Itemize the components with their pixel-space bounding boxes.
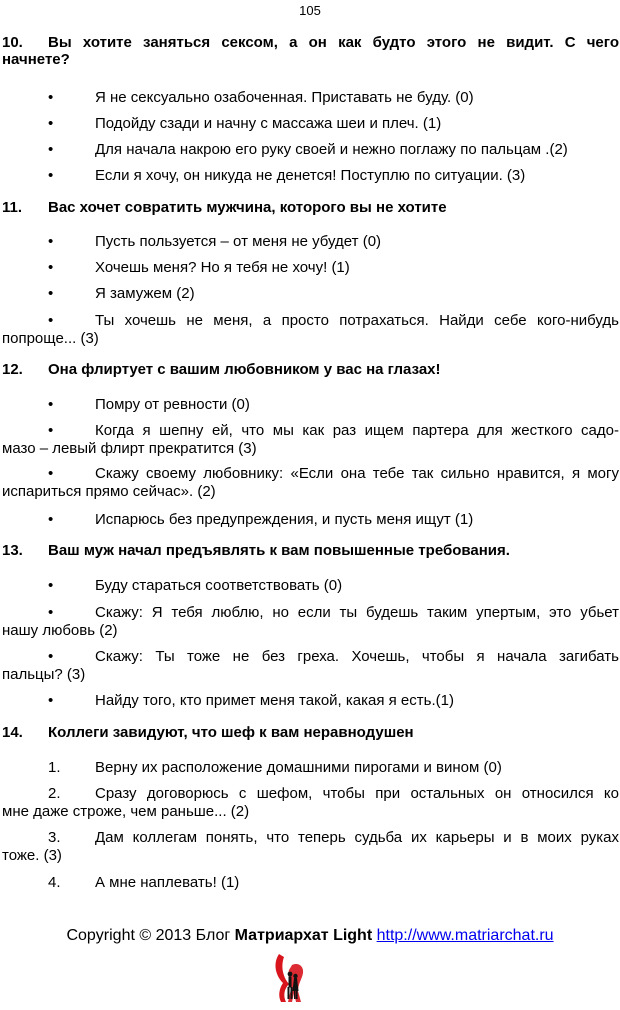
answer-text-line2: мне даже строже, чем раньше... (2) [2, 803, 250, 820]
answer-text-line2: попроще... (3) [2, 330, 99, 347]
answer-text-line1: Скажу: Я тебя люблю, но если ты будешь таким упертым, это убьет [95, 604, 619, 621]
answer-item [2, 785, 619, 821]
answer-text: Буду стараться соответствовать (0) [95, 577, 343, 594]
bullet-icon: • [48, 648, 54, 665]
bullet-icon: • [48, 233, 54, 250]
answer-text-line1: Когда я шепну ей, что мы как раз ищем партера для жесткого садо- [95, 422, 619, 439]
answer-item [2, 829, 619, 865]
answer-item [2, 312, 619, 348]
answer-text-line1: Сразу договорюсь с шефом, чтобы при остальных он относился ко [95, 785, 619, 802]
answer-text-line2: тоже. (3) [2, 847, 62, 864]
bullet-icon: • [48, 167, 54, 184]
bullet-icon: • [48, 396, 54, 413]
answer-text-line1: Дам коллегам понять, что теперь судьба их карьеры и в моих руках [95, 829, 619, 846]
bullet-icon: • [48, 259, 54, 276]
answer-item [2, 604, 619, 640]
answer-text: А мне наплевать! (1) [95, 874, 240, 891]
answer-text: Если я хочу, он никуда не денется! Поступлю по ситуации. (3) [95, 167, 526, 184]
question-13-title [2, 542, 510, 559]
question-number: 11. [2, 199, 23, 216]
answer-text: Помру от ревности (0) [95, 396, 250, 413]
question-number: 12. [2, 361, 23, 378]
answer-item [2, 422, 619, 458]
site-link[interactable]: http://www.matriarchat.ru [376, 927, 554, 944]
bullet-icon: • [48, 465, 54, 482]
bullet-icon: • [48, 422, 54, 439]
question-12-title [2, 361, 441, 378]
bullet-icon: • [48, 285, 54, 302]
answer-text: Подойду сзади и начну с массажа шеи и плеч. (1) [95, 115, 442, 132]
question-number: 14. [2, 724, 23, 741]
answer-text: Для начала накрою его руку своей и нежно поглажу по пальцам .(2) [95, 141, 568, 158]
answer-text-line1: Скажу своему любовнику: «Если она тебе так сильно нравится, я могу [95, 465, 619, 482]
answer-text-line2: испариться прямо сейчас». (2) [2, 483, 216, 500]
answer-text: Найду того, кто примет меня такой, какая я есть.(1) [95, 692, 454, 709]
answer-number: 3. [48, 829, 61, 846]
page-number: 105 [299, 3, 321, 18]
bullet-icon: • [48, 577, 54, 594]
question-number: 10. [2, 34, 23, 51]
question-14-title [2, 724, 414, 741]
question-title: Коллеги завидуют, что шеф к вам неравнодушен [48, 724, 414, 741]
brand-name: Матриархат Light [234, 927, 373, 944]
question-title: Вас хочет совратить мужчина, которого вы не хотите [48, 199, 447, 216]
answer-number: 1. [48, 759, 61, 776]
question-number: 13. [2, 542, 23, 559]
footer [0, 927, 620, 945]
bullet-icon: • [48, 511, 54, 528]
answer-text: Хочешь меня? Но я тебя не хочу! (1) [95, 259, 350, 276]
bullet-icon: • [48, 89, 54, 106]
bullet-icon: • [48, 604, 54, 621]
question-11-title [2, 199, 447, 216]
answer-number: 4. [48, 874, 61, 891]
answer-text: Пусть пользуется – от меня не убудет (0) [95, 233, 382, 250]
question-title: Ваш муж начал предъявлять к вам повышенные требования. [48, 542, 510, 559]
question-10-title [2, 34, 619, 68]
matriarchat-logo-icon [270, 951, 310, 1005]
answer-item [2, 465, 619, 501]
answer-text: Верну их расположение домашними пирогами и вином (0) [95, 759, 502, 776]
bullet-icon: • [48, 141, 54, 158]
bullet-icon: • [48, 692, 54, 709]
bullet-icon: • [48, 312, 54, 329]
question-title: Она флиртует с вашим любовником у вас на глазах! [48, 361, 441, 378]
bullet-icon: • [48, 115, 54, 132]
answer-text-line2: пальцы? (3) [2, 666, 86, 683]
answer-text-line2: мазо – левый флирт прекратится (3) [2, 440, 257, 457]
answer-item [2, 648, 619, 684]
answer-text: Я замужем (2) [95, 285, 195, 302]
question-title-line1: Вы хотите заняться сексом, а он как будто этого не видит. С чего [48, 34, 619, 51]
question-title-line2: начнете? [2, 51, 70, 68]
answer-number: 2. [48, 785, 61, 802]
answer-text-line1: Ты хочешь не меня, а просто потрахаться. Найди себе кого-нибудь [95, 312, 619, 329]
answer-text-line2: нашу любовь (2) [2, 622, 118, 639]
logo-graphic [270, 951, 310, 1005]
answer-text: Испарюсь без предупреждения, и пусть меня ищут (1) [95, 511, 474, 528]
copyright-text: Copyright © 2013 Блог [66, 927, 231, 944]
answer-text: Я не сексуально озабоченная. Приставать не буду. (0) [95, 89, 474, 106]
answer-text-line1: Скажу: Ты тоже не без греха. Хочешь, чтобы я начала загибать [95, 648, 619, 665]
